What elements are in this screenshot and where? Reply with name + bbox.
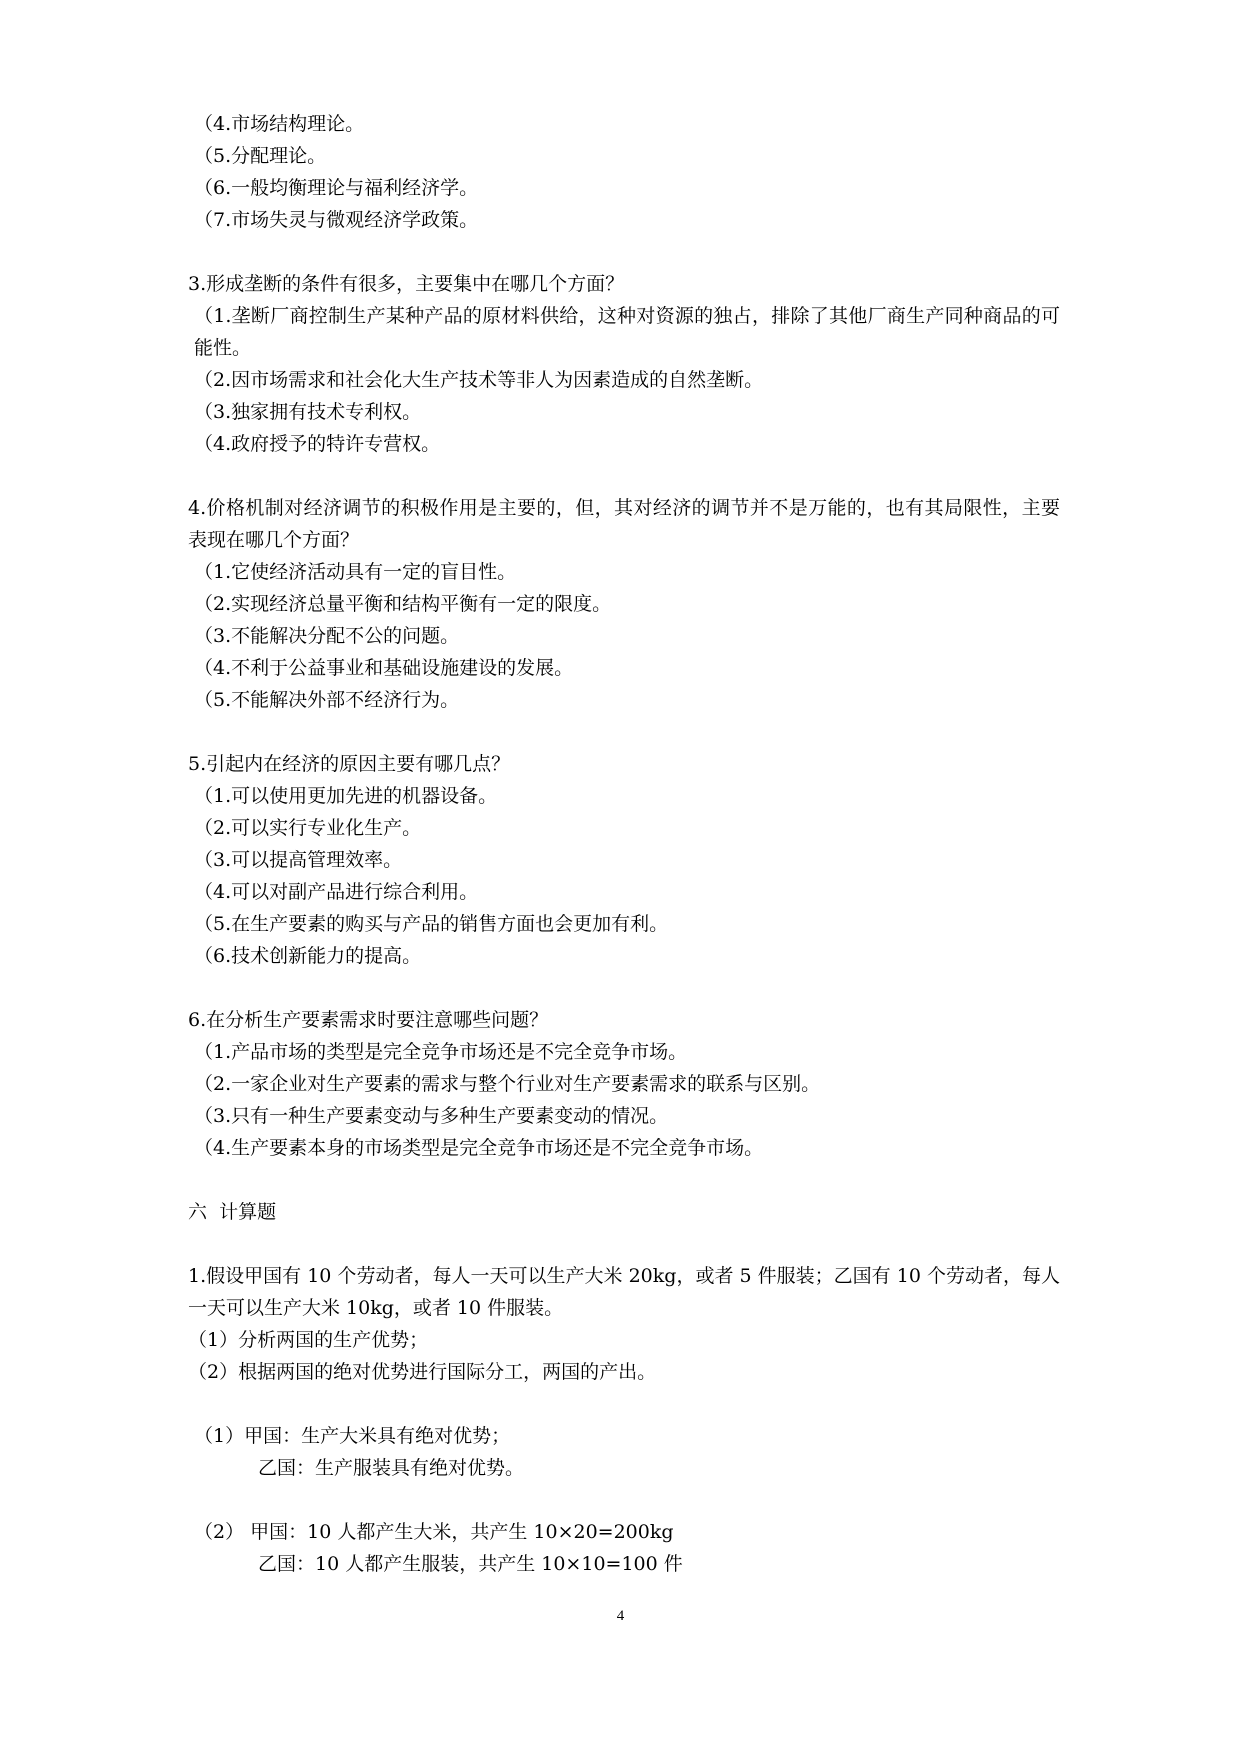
list-item: （1.它使经济活动具有一定的盲目性。 (194, 561, 517, 583)
list-item: （4.生产要素本身的市场类型是完全竞争市场还是不完全竞争市场。 (194, 1137, 764, 1159)
answer-line: 乙国：生产服装具有绝对优势。 (258, 1457, 525, 1479)
spacer (188, 1164, 1060, 1196)
list-item: （4.政府授予的特许专营权。 (194, 433, 441, 455)
list-item: （1.产品市场的类型是完全竞争市场还是不完全竞争市场。 (194, 1041, 688, 1063)
spacer (188, 1388, 1060, 1420)
list-item: （2.可以实行专业化生产。 (194, 817, 422, 839)
list-item: （1.可以使用更加先进的机器设备。 (194, 785, 498, 807)
list-item: （6.技术创新能力的提高。 (194, 945, 422, 967)
list-item: （5.分配理论。 (194, 145, 327, 167)
section-heading: 六 计算题 (188, 1201, 277, 1223)
list-item: （4.可以对副产品进行综合利用。 (194, 881, 479, 903)
spacer (188, 1484, 1060, 1516)
list-item: （6.一般均衡理论与福利经济学。 (194, 177, 479, 199)
spacer (188, 972, 1060, 1004)
list-item: （3.可以提高管理效率。 (194, 849, 403, 871)
list-item: （3.不能解决分配不公的问题。 (194, 625, 460, 647)
spacer (188, 460, 1060, 492)
list-item: （5.在生产要素的购买与产品的销售方面也会更加有利。 (194, 913, 669, 935)
list-item: （3.只有一种生产要素变动与多种生产要素变动的情况。 (194, 1105, 669, 1127)
question-heading: 4.价格机制对经济调节的积极作用是主要的，但，其对经济的调节并不是万能的，也有其局限性，主要表现在哪几个方面？ (188, 497, 1060, 551)
list-item: （1.垄断厂商控制生产某种产品的原材料供给，这种对资源的独占，排除了其他厂商生产同种商品的可能性。 (194, 305, 1060, 359)
list-item: （2.一家企业对生产要素的需求与整个行业对生产要素需求的联系与区别。 (194, 1073, 821, 1095)
list-item: （3.独家拥有技术专利权。 (194, 401, 422, 423)
list-item: （2.实现经济总量平衡和结构平衡有一定的限度。 (194, 593, 612, 615)
problem-part: （2）根据两国的绝对优势进行国际分工，两国的产出。 (188, 1361, 657, 1383)
answer-line (188, 1420, 1060, 1452)
question-heading: 5.引起内在经济的原因主要有哪几点？ (188, 753, 511, 775)
question-heading: 3.形成垄断的条件有很多，主要集中在哪几个方面？ (188, 273, 625, 295)
answer-line: 乙国：10 人都产生服装，共产生 10×10=100 件 (258, 1553, 683, 1575)
problem-statement: 1.假设甲国有 10 个劳动者，每人一天可以生产大米 20kg，或者 5 件服装；乙国有 10 个劳动者，每人一天可以生产大米 10kg，或者 10 件服装。 (188, 1265, 1060, 1319)
problem-part: （1）分析两国的生产优势； (188, 1329, 429, 1351)
list-item: （4.不利于公益事业和基础设施建设的发展。 (194, 657, 574, 679)
spacer (188, 1228, 1060, 1260)
spacer (188, 236, 1060, 268)
spacer (188, 716, 1060, 748)
answer-label: （2） (194, 1521, 245, 1543)
page-number: 4 (616, 1608, 625, 1624)
answer-line (188, 1516, 1060, 1548)
page-content (188, 108, 1060, 1580)
question-heading: 6.在分析生产要素需求时要注意哪些问题？ (188, 1009, 549, 1031)
list-item: （5.不能解决外部不经济行为。 (194, 689, 460, 711)
answer-text: 甲国：生产大米具有绝对优势； (244, 1425, 511, 1447)
list-item: （7.市场失灵与微观经济学政策。 (194, 209, 479, 231)
answer-text: 甲国：10 人都产生大米，共产生 10×20=200kg (244, 1521, 674, 1543)
answer-label: （1） (194, 1425, 245, 1447)
list-item: （4.市场结构理论。 (194, 113, 365, 135)
list-item: （2.因市场需求和社会化大生产技术等非人为因素造成的自然垄断。 (194, 369, 764, 391)
